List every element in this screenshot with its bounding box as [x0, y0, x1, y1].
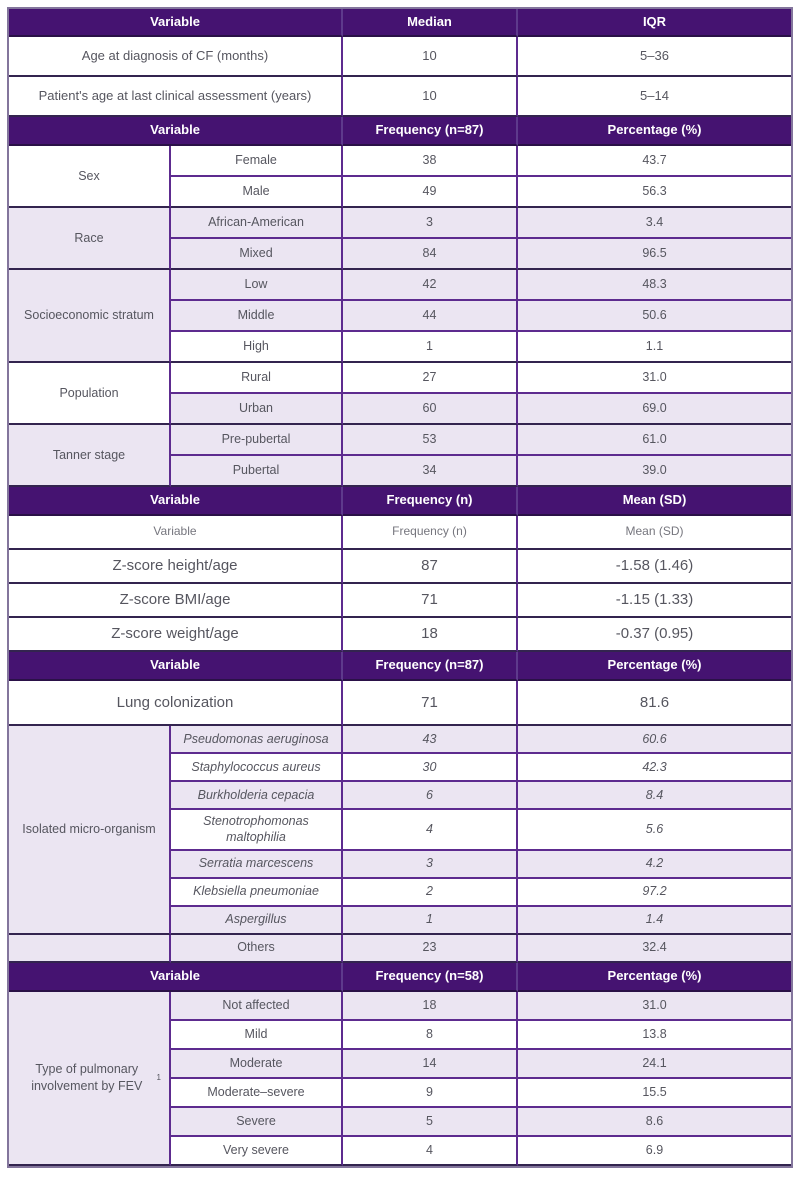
frequency-cell: 49 — [343, 177, 518, 208]
column-header-frequency: Frequency (n=87) — [343, 652, 518, 681]
variable-cell: Age at diagnosis of CF (months) — [9, 37, 343, 77]
frequency-cell: 9 — [343, 1079, 518, 1108]
category-cell: Urban — [171, 394, 343, 425]
column-header-frequency: Frequency (n=58) — [343, 963, 518, 992]
table-section — [9, 9, 791, 117]
category-cell: Low — [171, 270, 343, 301]
percentage-cell: 15.5 — [518, 1079, 791, 1108]
category-cell: Severe — [171, 1108, 343, 1137]
category-cell: Moderate–severe — [171, 1079, 343, 1108]
frequency-cell: 1 — [343, 332, 518, 363]
frequency-cell: 4 — [343, 810, 518, 851]
group-label-cell — [9, 270, 171, 363]
category-cell: Mild — [171, 1021, 343, 1050]
category-cell: Pubertal — [171, 456, 343, 487]
column-header-frequency: Frequency (n=87) — [343, 117, 518, 146]
percentage-cell: 1.4 — [518, 907, 791, 935]
frequency-cell: 2 — [343, 879, 518, 907]
frequency-cell: 60 — [343, 394, 518, 425]
frequency-cell: 38 — [343, 146, 518, 177]
percentage-cell: 81.6 — [518, 681, 791, 726]
percentage-cell: 31.0 — [518, 363, 791, 394]
statistics-table — [7, 7, 793, 1168]
group-label: Sex — [78, 168, 100, 183]
frequency-cell: 4 — [343, 1137, 518, 1166]
frequency-cell: 6 — [343, 782, 518, 810]
frequency-cell: 44 — [343, 301, 518, 332]
column-header-percentage: Percentage (%) — [518, 963, 791, 992]
group-label-cell — [9, 425, 171, 487]
frequency-cell: 43 — [343, 726, 518, 754]
column-header-frequency: Frequency (n) — [343, 487, 518, 516]
category-cell: African-American — [171, 208, 343, 239]
table-section — [9, 117, 791, 487]
percentage-cell: 13.8 — [518, 1021, 791, 1050]
variable-cell: Lung colonization — [9, 681, 343, 726]
variable-cell: Z-score BMI/age — [9, 584, 343, 618]
variable-cell: Z-score height/age — [9, 550, 343, 584]
category-cell: Klebsiella pneumoniae — [171, 879, 343, 907]
column-header-percentage: IQR — [518, 9, 791, 37]
frequency-cell: 8 — [343, 1021, 518, 1050]
category-cell: Moderate — [171, 1050, 343, 1079]
percentage-cell: 61.0 — [518, 425, 791, 456]
variable-cell: Z-score weight/age — [9, 618, 343, 652]
frequency-cell: Frequency (n) — [343, 516, 518, 550]
table-section — [9, 652, 791, 963]
frequency-cell: 84 — [343, 239, 518, 270]
frequency-cell: 34 — [343, 456, 518, 487]
column-header-variable: Variable — [9, 963, 343, 992]
percentage-cell: -1.15 (1.33) — [518, 584, 791, 618]
group-label: Race — [74, 230, 104, 245]
category-cell: Pseudomonas aeruginosa — [171, 726, 343, 754]
frequency-cell: 18 — [343, 992, 518, 1021]
category-cell: Staphylococcus aureus — [171, 754, 343, 782]
percentage-cell: -1.58 (1.46) — [518, 550, 791, 584]
variable-cell: Variable — [9, 516, 343, 550]
percentage-cell: 32.4 — [518, 935, 791, 963]
frequency-cell: 3 — [343, 851, 518, 879]
column-header-percentage: Mean (SD) — [518, 487, 791, 516]
percentage-cell: 48.3 — [518, 270, 791, 301]
frequency-cell: 71 — [343, 681, 518, 726]
percentage-cell: 8.4 — [518, 782, 791, 810]
column-header-variable: Variable — [9, 487, 343, 516]
column-header-percentage: Percentage (%) — [518, 117, 791, 146]
percentage-cell: 42.3 — [518, 754, 791, 782]
category-cell: Others — [171, 935, 343, 963]
percentage-cell: 8.6 — [518, 1108, 791, 1137]
column-header-frequency: Median — [343, 9, 518, 37]
group-label: Type of pulmonary involvement by FEV — [31, 1062, 143, 1093]
category-cell: Female — [171, 146, 343, 177]
frequency-cell: 14 — [343, 1050, 518, 1079]
percentage-cell: 4.2 — [518, 851, 791, 879]
column-header-percentage: Percentage (%) — [518, 652, 791, 681]
frequency-cell: 10 — [343, 37, 518, 77]
table-section — [9, 963, 791, 1166]
frequency-cell: 42 — [343, 270, 518, 301]
category-cell: Rural — [171, 363, 343, 394]
frequency-cell: 87 — [343, 550, 518, 584]
percentage-cell: 97.2 — [518, 879, 791, 907]
column-header-variable: Variable — [9, 117, 343, 146]
percentage-cell: 1.1 — [518, 332, 791, 363]
percentage-cell: 56.3 — [518, 177, 791, 208]
frequency-cell: 1 — [343, 907, 518, 935]
category-cell: High — [171, 332, 343, 363]
category-cell: Aspergillus — [171, 907, 343, 935]
percentage-cell: 39.0 — [518, 456, 791, 487]
frequency-cell: 23 — [343, 935, 518, 963]
category-cell: Middle — [171, 301, 343, 332]
group-label-cell — [9, 992, 171, 1166]
frequency-cell: 30 — [343, 754, 518, 782]
frequency-cell: 3 — [343, 208, 518, 239]
group-label: Population — [59, 385, 119, 400]
column-header-variable: Variable — [9, 9, 343, 37]
frequency-cell: 27 — [343, 363, 518, 394]
percentage-cell: 96.5 — [518, 239, 791, 270]
percentage-cell: -0.37 (0.95) — [518, 618, 791, 652]
percentage-cell: 60.6 — [518, 726, 791, 754]
group-label: Socioeconomic stratum — [24, 308, 154, 323]
percentage-cell: 50.6 — [518, 301, 791, 332]
frequency-cell: 5 — [343, 1108, 518, 1137]
category-cell: Mixed — [171, 239, 343, 270]
category-cell: Male — [171, 177, 343, 208]
category-cell: Pre-pubertal — [171, 425, 343, 456]
group-label-cell — [9, 726, 171, 935]
group-label: Tanner stage — [52, 447, 126, 462]
category-cell: Not affected — [171, 992, 343, 1021]
category-cell: Serratia marcescens — [171, 851, 343, 879]
column-header-variable: Variable — [9, 652, 343, 681]
percentage-cell: 24.1 — [518, 1050, 791, 1079]
percentage-cell: 69.0 — [518, 394, 791, 425]
variable-cell: Patient's age at last clinical assessment (years) — [9, 77, 343, 117]
category-cell: Burkholderia cepacia — [171, 782, 343, 810]
frequency-cell: 10 — [343, 77, 518, 117]
frequency-cell: 18 — [343, 618, 518, 652]
group-label: Isolated micro-organism — [22, 822, 156, 837]
group-label-cell — [9, 935, 171, 963]
percentage-cell: 31.0 — [518, 992, 791, 1021]
category-cell: Stenotrophomonas maltophilia — [171, 810, 343, 851]
group-label-subscript: 1 — [156, 1072, 161, 1082]
group-label-cell — [9, 208, 171, 270]
group-label-cell — [9, 363, 171, 425]
percentage-cell: 3.4 — [518, 208, 791, 239]
category-cell: Very severe — [171, 1137, 343, 1166]
percentage-cell: 5–36 — [518, 37, 791, 77]
frequency-cell: 53 — [343, 425, 518, 456]
frequency-cell: 71 — [343, 584, 518, 618]
percentage-cell: 6.9 — [518, 1137, 791, 1166]
percentage-cell: 5–14 — [518, 77, 791, 117]
percentage-cell: 43.7 — [518, 146, 791, 177]
percentage-cell: Mean (SD) — [518, 516, 791, 550]
table-section — [9, 487, 791, 652]
percentage-cell: 5.6 — [518, 810, 791, 851]
group-label-cell — [9, 146, 171, 208]
